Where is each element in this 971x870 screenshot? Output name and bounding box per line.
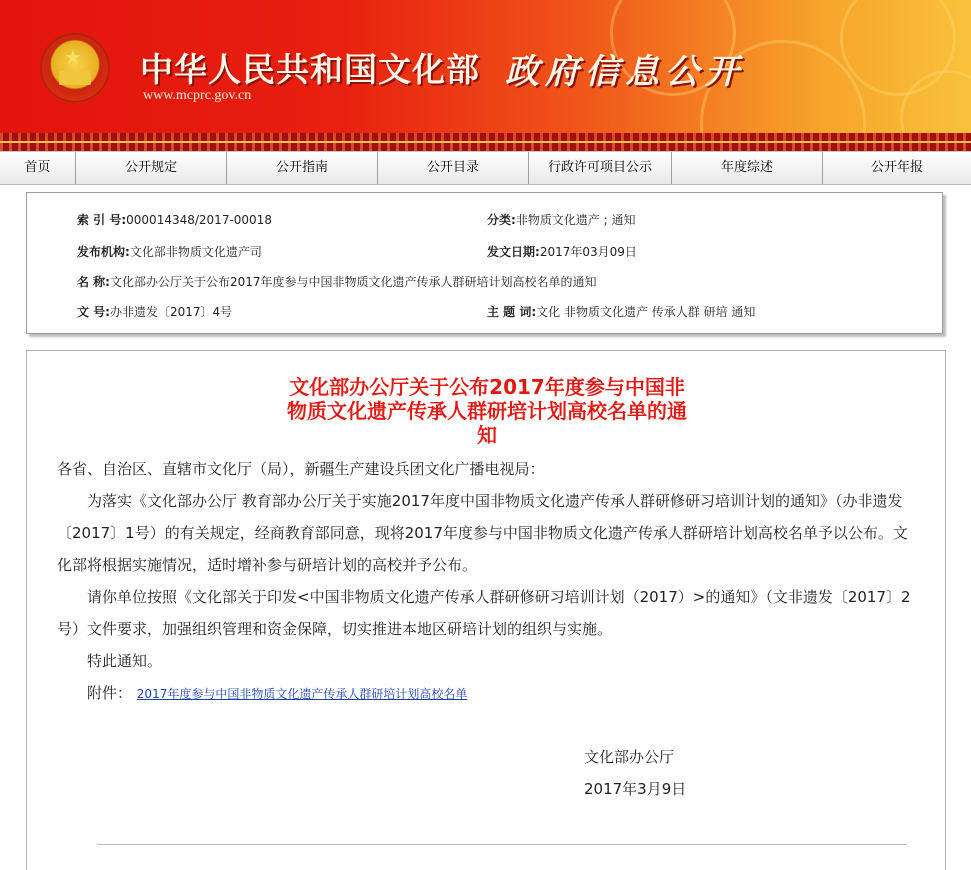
meta-index: [77, 211, 272, 228]
meta-issuer: [77, 243, 262, 260]
nav-item-annual-report[interactable]: 公开年报: [870, 160, 923, 175]
attachment-link[interactable]: 2017年度参与中国非物质文化遗产传承人群研培计划高校名单: [136, 687, 468, 701]
meta-category-label: 分类:: [487, 213, 516, 227]
meta-category: [487, 211, 636, 228]
site-title: 中华人民共和国文化部: [140, 50, 480, 89]
document-body: [26, 350, 946, 870]
meta-name-value: 文化部办公厅关于公布2017年度参与中国非物质文化遗产传承人群研培计划高校名单的通知: [109, 275, 597, 289]
meta-docno-value: 办非遗发〔2017〕4号: [109, 305, 233, 319]
salutation: 各省、自治区、直辖市文化厅（局），新疆生产建设兵团文化广播电视局：: [57, 460, 545, 478]
main-nav: [0, 151, 971, 185]
site-url[interactable]: www.mcprc.gov.cn: [143, 88, 252, 103]
meta-category-value: 非物质文化遗产 ; 通知: [515, 213, 636, 227]
meta-issuer-label: 发布机构:: [77, 245, 130, 259]
document-metadata: [26, 192, 943, 334]
document-title-line: 知: [477, 423, 497, 447]
meta-issuer-value: 文化部非物质文化遗产司: [129, 245, 262, 259]
nav-item-rules[interactable]: 公开规定: [76, 152, 227, 184]
attachment-row: [57, 677, 917, 710]
meta-name-label: 名 称:: [77, 275, 110, 289]
meta-name: [77, 273, 597, 290]
nav-item-permits[interactable]: 行政许可项目公示: [529, 152, 672, 184]
meta-docno-label: 文 号:: [77, 305, 110, 319]
meta-index-value: 000014348/2017-00018: [126, 213, 272, 227]
header-banner: [0, 0, 971, 133]
decorative-border-line: [0, 141, 971, 143]
meta-index-label: 索 引 号:: [77, 213, 127, 227]
signer: 文化部办公厅: [584, 748, 675, 766]
meta-keywords-value: 文化 非物质文化遗产 传承人群 研培 通知: [536, 305, 756, 319]
nav-item-home[interactable]: 首页: [0, 152, 76, 184]
meta-keywords: [487, 303, 755, 320]
nav-item-guide[interactable]: 公开指南: [227, 152, 378, 184]
document-title: [227, 375, 747, 447]
nav-item-catalog[interactable]: 公开目录: [378, 152, 529, 184]
national-emblem-icon: ★: [40, 33, 110, 103]
meta-docno: [77, 303, 232, 320]
meta-date: [487, 243, 637, 260]
meta-date-value: 2017年03月09日: [539, 245, 637, 259]
divider: [97, 844, 907, 845]
paragraph-3: 特此通知。: [87, 652, 163, 670]
paragraph-2: 请你单位按照《文化部关于印发<中国非物质文化遗产传承人群研修研习培训计划（2017）>的通知》（文非遗发〔2017〕2号）文件要求，加强组织管理和资金保障，切实推进本地区研培计划的组织与实施。: [57, 588, 911, 638]
attachment-label: 附件：: [87, 684, 133, 702]
sign-date: 2017年3月9日: [584, 780, 687, 798]
document-title-line: 文化部办公厅关于公布2017年度参与中国非: [289, 375, 685, 399]
meta-date-label: 发文日期:: [487, 245, 540, 259]
nav-item-annual-review[interactable]: 年度综述: [672, 152, 823, 184]
document-title-line: 物质文化遗产传承人群研培计划高校名单的通: [287, 399, 687, 423]
site-subtitle: 政府信息公开: [505, 52, 745, 92]
meta-keywords-label: 主 题 词:: [487, 305, 537, 319]
paragraph-1: 为落实《文化部办公厅 教育部办公厅关于实施2017年度中国非物质文化遗产传承人群研修研习培训计划的通知》（办非遗发〔2017〕1号）的有关规定，经商教育部同意，现将2017年度参与中国非物质文化遗产传承人群研培计划高校名单予以公布。文化部将根据实施情况，适时增补参与研培计划的高校并予公布。: [57, 492, 908, 574]
